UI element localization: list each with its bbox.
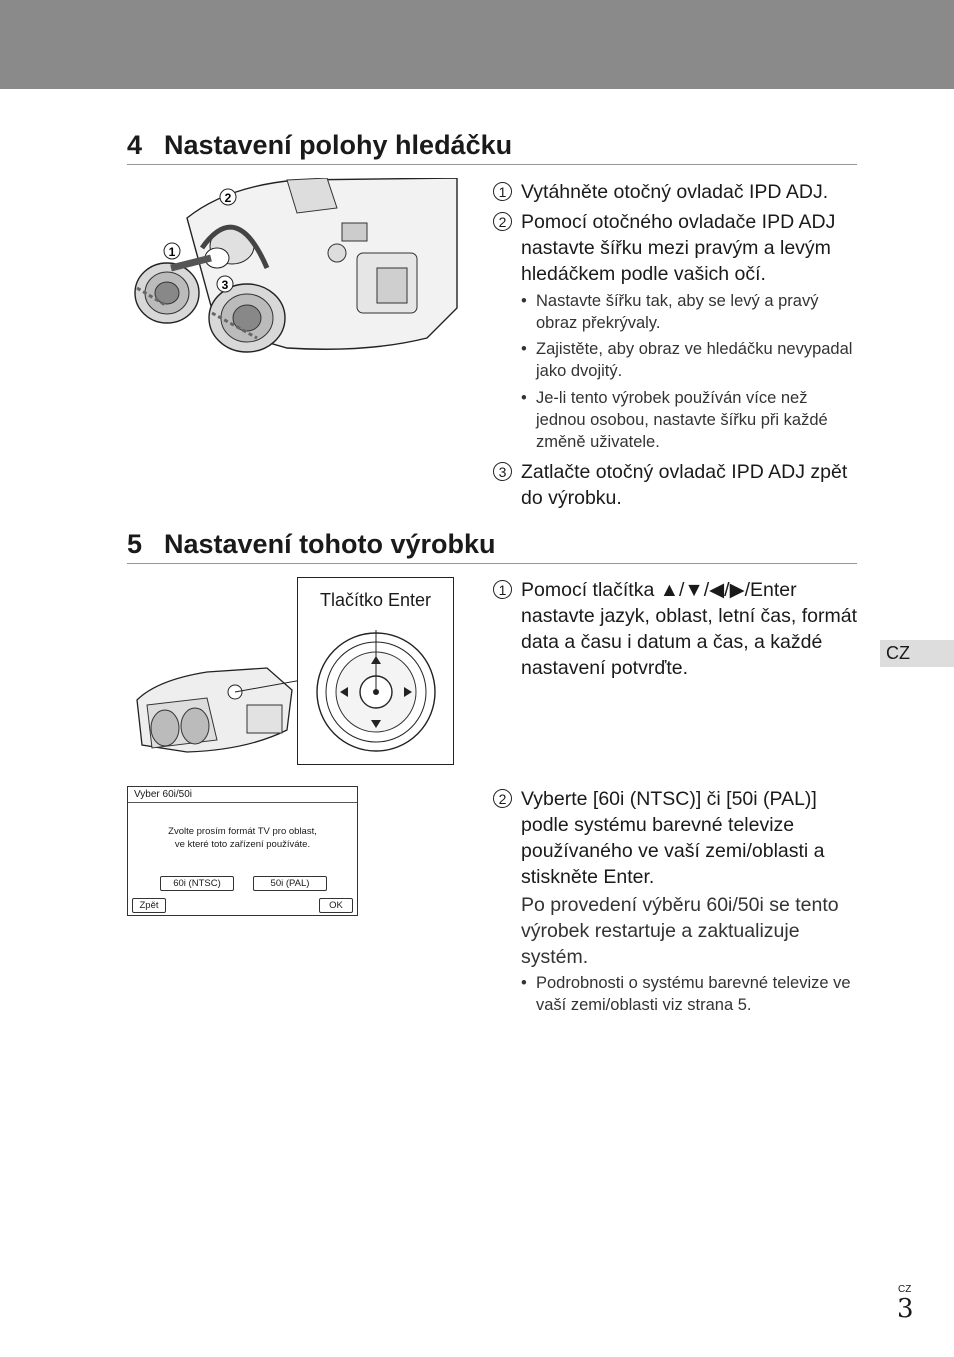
s5-step-2-note: Po provedení výběru 60i/50i se tento výrobek restartuje a zaktualizuje systém. bbox=[521, 894, 839, 968]
s5-step-1 bbox=[493, 577, 863, 681]
page-number: 3 bbox=[897, 1294, 914, 1324]
step-number: 1 bbox=[493, 182, 512, 201]
step-number: 3 bbox=[493, 462, 512, 481]
s4-step-2 bbox=[493, 209, 863, 287]
step-text: Pomocí otočného ovladače IPD ADJ nastavte šířku mezi pravým a levým hledáčkem podle vašich očí. bbox=[521, 211, 836, 285]
bullet-text: Zajistěte, aby obraz ve hledáčku nevypadal jako dvojitý. bbox=[536, 340, 853, 380]
section-number: 4 bbox=[127, 130, 143, 160]
bullet-text: Je-li tento výrobek používán více než jednou osobou, nastavte šířku při každé změně uživatele. bbox=[536, 389, 828, 451]
pal-button[interactable]: 50i (PAL) bbox=[253, 876, 327, 891]
section-number: 5 bbox=[127, 529, 143, 559]
s4-bullet-2: • Zajistěte, aby obraz ve hledáčku nevypadal jako dvojitý. bbox=[521, 338, 856, 382]
marker-3: 3 bbox=[221, 278, 229, 292]
step-text: Zatlačte otočný ovladač IPD ADJ zpět do výrobku. bbox=[521, 461, 848, 509]
step-text: Pomocí tlačítka ▲/▼/◀/▶/Enter nastavte jazyk, oblast, letní čas, formát data a času i datum a čas, a každé nastavení potvrďte. bbox=[521, 579, 857, 679]
message-line: Zvolte prosím formát TV pro oblast, bbox=[168, 826, 317, 837]
marker-2: 2 bbox=[224, 191, 232, 205]
header-bar bbox=[0, 0, 954, 89]
marker-1: 1 bbox=[168, 245, 176, 259]
binocular-ipd-illustration bbox=[127, 178, 459, 358]
step-number: 2 bbox=[493, 212, 512, 231]
binocular-front-illustration bbox=[127, 660, 297, 760]
ok-button[interactable]: OK bbox=[319, 898, 353, 913]
s4-step-1 bbox=[493, 179, 863, 205]
section-4-heading bbox=[127, 130, 857, 165]
footer-lang: CZ bbox=[898, 1284, 912, 1295]
language-tab: CZ bbox=[880, 640, 954, 667]
bullet-text: Nastavte šířku tak, aby se levý a pravý obraz překrývaly. bbox=[536, 292, 819, 332]
s4-step-3 bbox=[493, 459, 863, 511]
s4-bullet-3: • Je-li tento výrobek používán více než jednou osobou, nastavte šířku při každé změně uživatele. bbox=[521, 387, 856, 453]
callout-label: Tlačítko Enter bbox=[319, 590, 432, 610]
step-text: Vytáhněte otočný ovladač IPD ADJ. bbox=[521, 181, 829, 203]
section-5-heading bbox=[127, 529, 857, 564]
enter-button-callout bbox=[297, 577, 454, 765]
tv-format-screen bbox=[127, 786, 358, 916]
ntsc-button[interactable]: 60i (NTSC) bbox=[160, 876, 234, 891]
step-number: 2 bbox=[493, 789, 512, 808]
back-button[interactable]: Zpět bbox=[132, 898, 166, 913]
bullet-text: Podrobnosti o systému barevné televize ve vaší zemi/oblasti viz strana 5. bbox=[536, 974, 851, 1014]
s5-step-2 bbox=[493, 786, 863, 890]
step-text: Vyberte [60i (NTSC)] či [50i (PAL)] podle systému barevné televize používaného ve vaší zemi/oblasti a stiskněte Enter. bbox=[521, 788, 825, 888]
control-pad bbox=[314, 630, 438, 754]
section-title: Nastavení polohy hledáčku bbox=[164, 130, 513, 160]
screen-title: Vyber 60i/50i bbox=[128, 787, 357, 803]
message-line: ve které toto zařízení používáte. bbox=[174, 839, 311, 850]
s4-bullet-1: • Nastavte šířku tak, aby se levý a pravý obraz překrývaly. bbox=[521, 290, 856, 334]
section-title: Nastavení tohoto výrobku bbox=[164, 529, 496, 559]
s5-bullet: • Podrobnosti o systému barevné televize ve vaší zemi/oblasti viz strana 5. bbox=[521, 972, 856, 1016]
screen-message bbox=[128, 825, 357, 851]
step-number: 1 bbox=[493, 580, 512, 599]
